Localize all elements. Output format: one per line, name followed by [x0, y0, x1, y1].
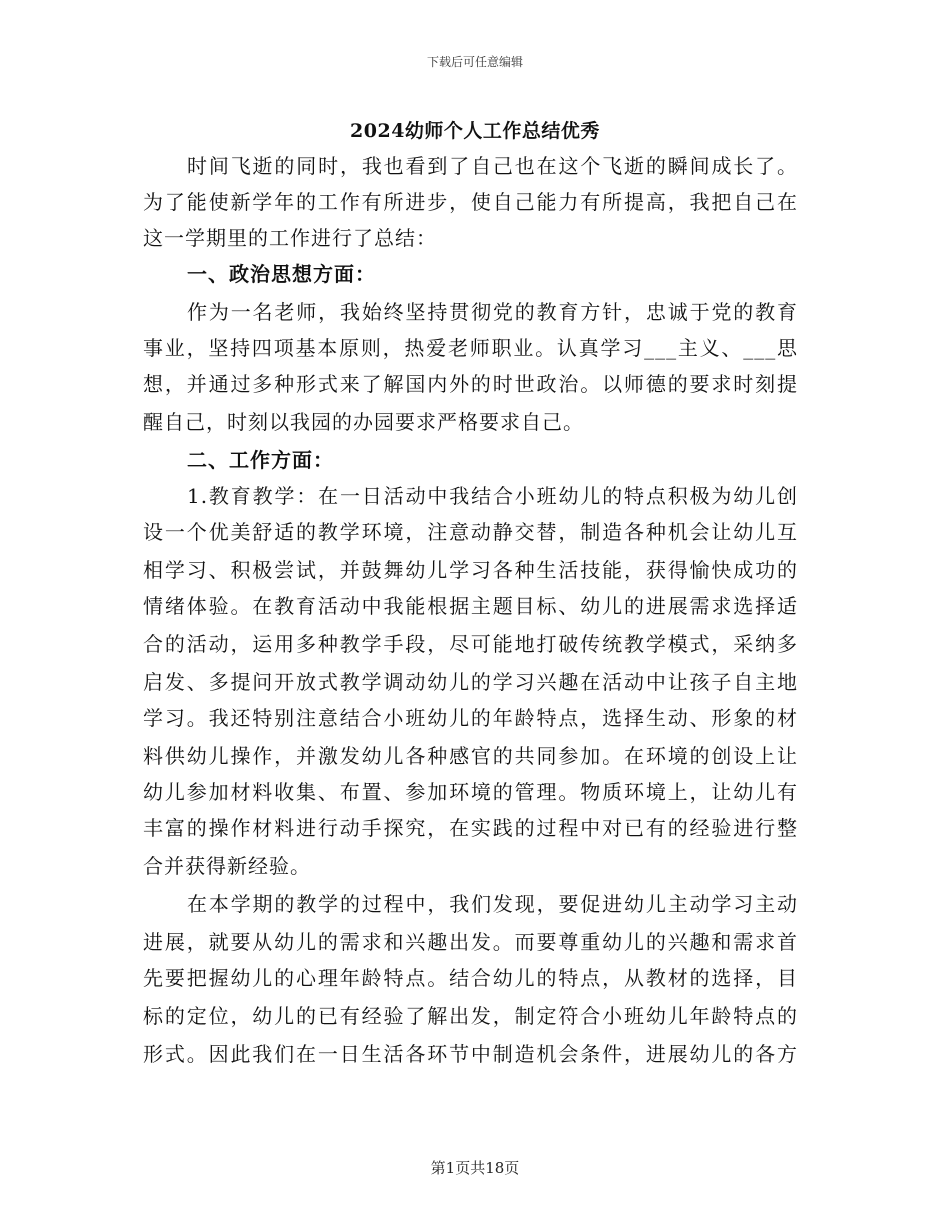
body-line: 料供幼儿操作，并激发幼儿各种感官的共同参加。在环境的创设上让 [143, 744, 798, 768]
body-line: 时间飞逝的同时，我也看到了自己也在这个飞逝的瞬间成长了。 [187, 154, 798, 178]
body-line: 为了能使新学年的工作有所进步，使自己能力有所提高，我把自己在 [143, 190, 798, 214]
body-line: 形式。因此我们在一日生活各环节中制造机会条件，进展幼儿的各方 [143, 1042, 798, 1066]
body-line: 1.教育教学：在一日活动中我结合小班幼儿的特点积极为幼儿创 [187, 484, 798, 508]
body-line: 在本学期的教学的过程中，我们发现，要促进幼儿主动学习主动 [187, 892, 798, 916]
body-line: 情绪体验。在教育活动中我能根据主题目标、幼儿的进展需求选择适 [143, 594, 798, 618]
body-line: 学习。我还特别注意结合小班幼儿的年龄特点，选择生动、形象的材 [143, 706, 798, 730]
body-line: 想，并通过多种形式来了解国内外的时世政治。以师德的要求时刻提 [143, 372, 798, 396]
section-heading: 二、工作方面： [187, 448, 334, 472]
body-line: 进展，就要从幼儿的需求和兴趣出发。而要尊重幼儿的兴趣和需求首 [143, 930, 798, 954]
page-footer: 第1页共18页 [430, 1159, 520, 1177]
body-line: 合并获得新经验。 [143, 854, 311, 878]
document-title: 2024幼师个人工作总结优秀 [350, 120, 600, 142]
body-line: 相学习、积极尝试，并鼓舞幼儿学习各种生活技能，获得愉快成功的 [143, 558, 798, 582]
header-note: 下载后可任意编辑 [426, 55, 523, 69]
body-line: 幼儿参加材料收集、布置、参加环境的管理。物质环境上，让幼儿有 [143, 780, 798, 804]
body-line: 这一学期里的工作进行了总结： [143, 226, 437, 250]
section-heading: 一、政治思想方面： [187, 262, 376, 286]
body-line: 设一个优美舒适的教学环境，注意动静交替，制造各种机会让幼儿互 [143, 520, 798, 544]
body-line: 标的定位，幼儿的已有经验了解出发，制定符合小班幼儿年龄特点的 [143, 1004, 798, 1028]
body-line: 事业，坚持四项基本原则，热爱老师职业。认真学习___主义、___思 [143, 336, 798, 360]
body-line: 醒自己，时刻以我园的办园要求严格要求自己。 [143, 410, 584, 434]
body-line: 作为一名老师，我始终坚持贯彻党的教育方针，忠诚于党的教育 [187, 300, 798, 324]
body-line: 丰富的操作材料进行动手探究，在实践的过程中对已有的经验进行整 [143, 816, 798, 840]
body-line: 合的活动，运用多种教学手段，尽可能地打破传统教学模式，采纳多 [143, 632, 798, 656]
body-line: 启发、多提问开放式教学调动幼儿的学习兴趣在活动中让孩子自主地 [143, 670, 798, 694]
body-line: 先要把握幼儿的心理年龄特点。结合幼儿的特点，从教材的选择，目 [143, 966, 798, 990]
